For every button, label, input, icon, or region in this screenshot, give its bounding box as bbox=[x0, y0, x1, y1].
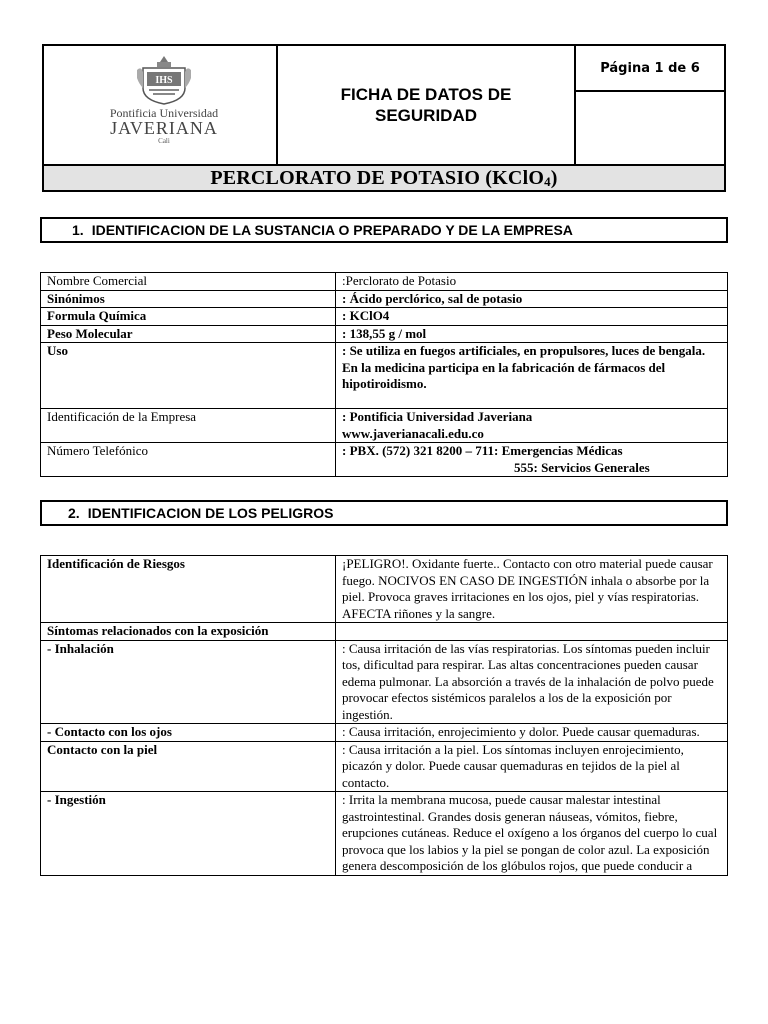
row-value: : Ácido perclórico, sal de potasio bbox=[336, 290, 728, 308]
phone-line-2: 555: Servicios Generales bbox=[514, 459, 650, 475]
row-label: Sinónimos bbox=[41, 290, 336, 308]
row-label: Identificación de Riesgos bbox=[41, 556, 336, 623]
row-label: Contacto con la piel bbox=[41, 741, 336, 792]
table-row bbox=[41, 556, 728, 623]
hazards-table bbox=[40, 555, 728, 876]
company-website: www.javerianacali.edu.co bbox=[342, 425, 484, 441]
title-cell bbox=[278, 46, 576, 164]
phone-line-1: : PBX. (572) 321 8200 – 711: Emergencias Médicas bbox=[342, 443, 623, 458]
document-header bbox=[42, 44, 726, 192]
row-value bbox=[336, 623, 728, 641]
table-row bbox=[41, 273, 728, 291]
row-value: : KClO4 bbox=[336, 308, 728, 326]
page-cell bbox=[576, 46, 724, 92]
section-1-number: 1. bbox=[72, 222, 84, 238]
section-1-header bbox=[40, 217, 728, 243]
row-value: ¡PELIGRO!. Oxidante fuerte.. Contacto con otro material puede causar fuego. NOCIVOS EN CASO DE INGESTIÓN inhala o absorbe por la piel. Provoca graves irritaciones en los ojos, piel y vías respiratorias. AFECTA riñones y la sangre. bbox=[336, 556, 728, 623]
row-label: Peso Molecular bbox=[41, 325, 336, 343]
row-value: : Se utiliza en fuegos artificiales, en propulsores, luces de bengala. En la medicina participa en la fabricación de fármacos del hipotiroidismo. bbox=[336, 343, 728, 409]
table-row bbox=[41, 343, 728, 409]
section-2-header bbox=[40, 500, 728, 526]
row-value: : Irrita la membrana mucosa, puede causar malestar intestinal gastrointestinal. Grandes dosis generan náuseas, vómitos, fiebre, erupciones cutáneas. Reduce el oxígeno a los órganos del cuerpo lo cual provoca que los labios y la piel se pongan de color azul. La exposición genera descomposición de los glóbulos rojos, que puede conducir a bbox=[336, 792, 728, 876]
row-label: Uso bbox=[41, 343, 336, 409]
table-row bbox=[41, 409, 728, 443]
page-number: Página 1 de 6 bbox=[600, 60, 700, 76]
row-label: - Contacto con los ojos bbox=[41, 724, 336, 742]
logo-line-3: Cali bbox=[158, 137, 170, 145]
row-value: : Causa irritación a la piel. Los síntomas incluyen enrojecimiento, picazón y dolor. Puede causar quemaduras en tejidos de la piel al contacto. bbox=[336, 741, 728, 792]
row-value: :Perclorato de Potasio bbox=[336, 273, 728, 291]
table-row bbox=[41, 724, 728, 742]
row-value bbox=[336, 443, 728, 477]
section-1-title: IDENTIFICACION DE LA SUSTANCIA O PREPARADO Y DE LA EMPRESA bbox=[91, 222, 573, 238]
table-row bbox=[41, 623, 728, 641]
table-row bbox=[41, 640, 728, 724]
table-row bbox=[41, 325, 728, 343]
table-row bbox=[41, 741, 728, 792]
table-row bbox=[41, 443, 728, 477]
table-row bbox=[41, 792, 728, 876]
university-seal-icon bbox=[133, 54, 195, 106]
table-row bbox=[41, 290, 728, 308]
row-label: Nombre Comercial bbox=[41, 273, 336, 291]
row-label: Síntomas relacionados con la exposición bbox=[41, 623, 336, 641]
section-2-title: IDENTIFICACION DE LOS PELIGROS bbox=[87, 505, 334, 521]
svg-text:IHS: IHS bbox=[155, 75, 173, 86]
row-value bbox=[336, 409, 728, 443]
company-name: : Pontificia Universidad Javeriana bbox=[342, 409, 533, 424]
product-title: PERCLORATO DE POTASIO (KClO$_4$) bbox=[210, 166, 558, 189]
logo-line-2: JAVERIANA bbox=[110, 118, 218, 138]
logo-line-1: Pontificia Universidad bbox=[109, 106, 219, 120]
row-value: : Causa irritación de las vías respiratorias. Los síntomas pueden incluir tos, dificultad para respirar. Las altas concentraciones pueden causar edema pulmonar. La absorción a través de la inhalación de polvo puede provocar efectos sistémicos paralelos a los de la exposición por ingestión. bbox=[336, 640, 728, 724]
logo-cell bbox=[44, 46, 278, 164]
row-label: Identificación de la Empresa bbox=[41, 409, 336, 443]
table-row bbox=[41, 308, 728, 326]
product-bar bbox=[44, 164, 724, 190]
row-label: - Inhalación bbox=[41, 640, 336, 724]
row-value: : 138,55 g / mol bbox=[336, 325, 728, 343]
row-label: Número Telefónico bbox=[41, 443, 336, 477]
university-logo bbox=[104, 54, 224, 156]
identification-table bbox=[40, 272, 728, 477]
section-2-number: 2. bbox=[68, 505, 80, 521]
row-value: : Causa irritación, enrojecimiento y dolor. Puede causar quemaduras. bbox=[336, 724, 728, 742]
document-title: FICHA DE DATOS DE SEGURIDAD bbox=[340, 85, 512, 125]
row-label: - Ingestión bbox=[41, 792, 336, 876]
row-label: Formula Química bbox=[41, 308, 336, 326]
